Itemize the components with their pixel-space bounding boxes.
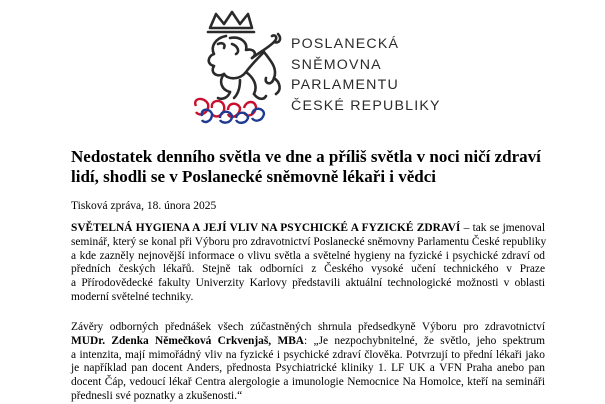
logo-line-2: SNĚMOVNA — [291, 56, 382, 73]
paragraph-line: a Přírodovědecké fakulty Univerzity Karlovy představili aktuální technologické možnosti v oblasti — [71, 277, 545, 290]
body-paragraph-2 — [71, 321, 545, 404]
page-title — [71, 147, 591, 187]
speaker-name: MUDr. Zdenka Němečková Crkvenjaš, MBA — [71, 334, 305, 347]
logo-line-3: PARLAMENTU — [291, 77, 399, 93]
paragraph-line — [71, 335, 545, 349]
logo-line-1: POSLANECKÁ — [291, 36, 400, 52]
paragraph-text: : „Je nezpochybnitelné, že světlo, jeho spektrum — [304, 334, 545, 347]
paragraph-text: – tak se jmenoval — [460, 222, 545, 234]
title-line-1: Nedostatek denního světla ve dne a příliš světla v noci ničí zdraví — [71, 147, 541, 166]
logo-wordmark — [291, 34, 441, 116]
paragraph-line — [71, 222, 545, 236]
paragraph-line: seminář, který se konal při Výboru pro zdravotnictví Poslanecké sněmovny Parlamentu České republiky — [71, 235, 547, 248]
press-release-date: Tisková zpráva, 18. února 2025 — [71, 200, 217, 212]
czech-lion-emblem-icon — [188, 8, 288, 126]
parliament-logo — [188, 8, 441, 126]
paragraph-line: je například pan docent Anders, přednosta Psychiatrické kliniky 1. LF UK a VFN Praha anebo pan — [71, 362, 545, 375]
paragraph-line: přednesli své poznatky a zkušenosti.“ — [71, 389, 243, 402]
title-line-2: lidí, shodli se v Poslanecké sněmovně lékaři i vědci — [71, 167, 437, 186]
body-paragraph-1 — [71, 222, 545, 305]
paragraph-line: předních českých lékařů. Stejně tak odborníci z Českého vysoké učení technického v Praze — [71, 263, 545, 276]
seminar-title: SVĚTELNÁ HYGIENA A JEJÍ VLIV NA PSYCHICKÉ A FYZICKÉ ZDRAVÍ — [71, 222, 461, 234]
paragraph-line: a kde zazněly nejnovější informace o vlivu světla a světelné hygieny na fyzické i psychické zdraví od — [71, 249, 545, 262]
paragraph-line: moderní světelné techniky. — [71, 290, 194, 303]
paragraph-line: a intenzita, mají mimořádný vliv na fyzické i psychické zdraví člověka. Potvrzují to přední lékaři jako — [71, 348, 545, 361]
paragraph-line: docent Čáp, vedoucí lékař Centra alergologie a imunologie Nemocnice Na Homolce, kteří na semináři — [71, 376, 545, 389]
logo-line-4: ČESKÉ REPUBLIKY — [291, 97, 441, 114]
paragraph-line: Závěry odborných přednášek všech zúčastněných shrnula předsedkyně Výboru pro zdravotnictví — [71, 321, 545, 333]
